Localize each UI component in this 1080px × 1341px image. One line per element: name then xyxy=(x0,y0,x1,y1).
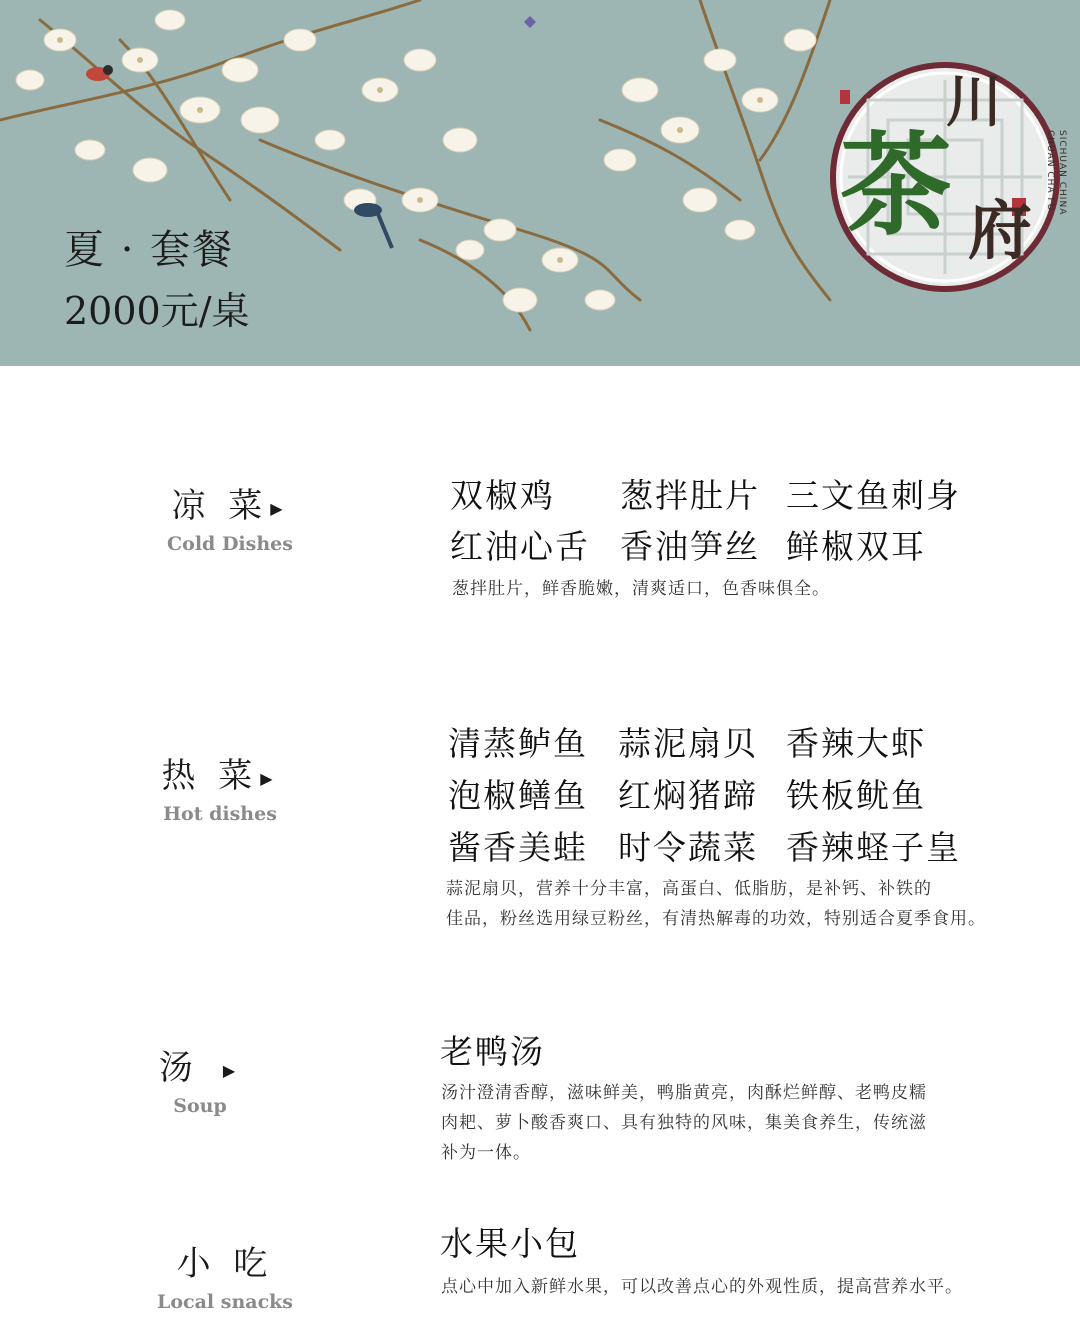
category-label-zh: 凉 菜 xyxy=(171,486,269,526)
play-arrow-icon: ▶ xyxy=(260,768,279,788)
dish-item: 老鸭汤 xyxy=(440,1032,545,1071)
dish-row xyxy=(448,770,926,817)
dish-item: 香辣大虾 xyxy=(786,724,926,763)
dish-row xyxy=(440,1218,580,1265)
dish-description xyxy=(446,874,986,934)
logo-char-cha: 茶 xyxy=(840,120,952,251)
category-local-snacks xyxy=(150,1236,300,1313)
dish-item: 时令蔬菜 xyxy=(618,828,758,867)
category-cold-dishes xyxy=(160,478,300,555)
category-label-en: Soup xyxy=(173,1095,227,1117)
description-line: 汤汁澄清香醇，滋味鲜美，鸭脂黄亮，肉酥烂鲜醇、老鸭皮糯 xyxy=(441,1083,927,1103)
dish-item: 香辣蛏子皇 xyxy=(786,828,961,867)
dish-item: 水果小包 xyxy=(440,1224,580,1263)
dish-item: 酱香美蛙 xyxy=(448,828,588,867)
logo-char-chuan: 川 xyxy=(946,69,1002,135)
dish-row xyxy=(450,521,926,568)
category-label-zh: 小 吃 xyxy=(176,1244,274,1284)
description-line: 蒜泥扇贝，营养十分丰富，高蛋白、低脂肪，是补钙、补铁的 xyxy=(446,879,932,899)
play-arrow-icon: ▶ xyxy=(222,1060,242,1080)
dish-description xyxy=(452,574,830,604)
dish-row xyxy=(440,1026,545,1073)
category-soup xyxy=(150,1040,250,1117)
dish-row xyxy=(448,718,926,765)
logo-char-fu: 府 xyxy=(968,194,1032,269)
category-label-en: Cold Dishes xyxy=(167,533,293,555)
category-label-zh: 热 菜 xyxy=(161,756,259,796)
category-label-en: Local snacks xyxy=(157,1291,293,1313)
dish-item: 双椒鸡 xyxy=(450,476,555,515)
description-line: 点心中加入新鲜水果，可以改善点心的外观性质，提高营养水平。 xyxy=(441,1277,963,1297)
dish-item: 三文鱼刺身 xyxy=(786,476,961,515)
logo-english xyxy=(988,130,1068,215)
dish-item: 清蒸鲈鱼 xyxy=(448,724,588,763)
set-menu-title: 夏 · 套餐 xyxy=(64,227,235,273)
dish-row xyxy=(450,470,961,517)
chuan-cha-fu-logo xyxy=(828,60,1067,294)
dish-item: 红油心舌 xyxy=(450,527,590,566)
category-label-zh: 汤 xyxy=(158,1048,199,1088)
logo-english-line2: CHUAN CHA FU xyxy=(1045,130,1055,212)
dish-item: 葱拌肚片 xyxy=(620,476,760,515)
category-label-en: Hot dishes xyxy=(163,803,277,825)
dish-item: 泡椒鳝鱼 xyxy=(448,776,588,815)
dish-description xyxy=(441,1078,927,1168)
dish-item: 红焖猪蹄 xyxy=(618,776,758,815)
header-banner xyxy=(0,0,1080,366)
category-hot-dishes xyxy=(150,748,290,825)
description-line: 补为一体。 xyxy=(441,1143,531,1163)
logo-english-line1: SICHUAN CHINA xyxy=(1057,130,1067,216)
description-line: 葱拌肚片，鲜香脆嫩，清爽适口，色香味俱全。 xyxy=(452,579,830,599)
description-line: 佳品，粉丝选用绿豆粉丝，有清热解毒的功效，特别适合夏季食用。 xyxy=(446,909,986,929)
description-line: 肉耙、萝卜酸香爽口、具有独特的风味，集美食养生，传统滋 xyxy=(441,1113,927,1133)
dish-row xyxy=(448,822,961,869)
dish-item: 香油笋丝 xyxy=(620,527,760,566)
set-menu-price: 2000元/桌 xyxy=(64,289,250,333)
dish-item: 鲜椒双耳 xyxy=(786,527,926,566)
dish-description xyxy=(441,1272,963,1302)
dish-item: 铁板鱿鱼 xyxy=(786,776,926,815)
dish-item: 蒜泥扇贝 xyxy=(618,724,758,763)
play-arrow-icon: ▶ xyxy=(270,498,289,518)
